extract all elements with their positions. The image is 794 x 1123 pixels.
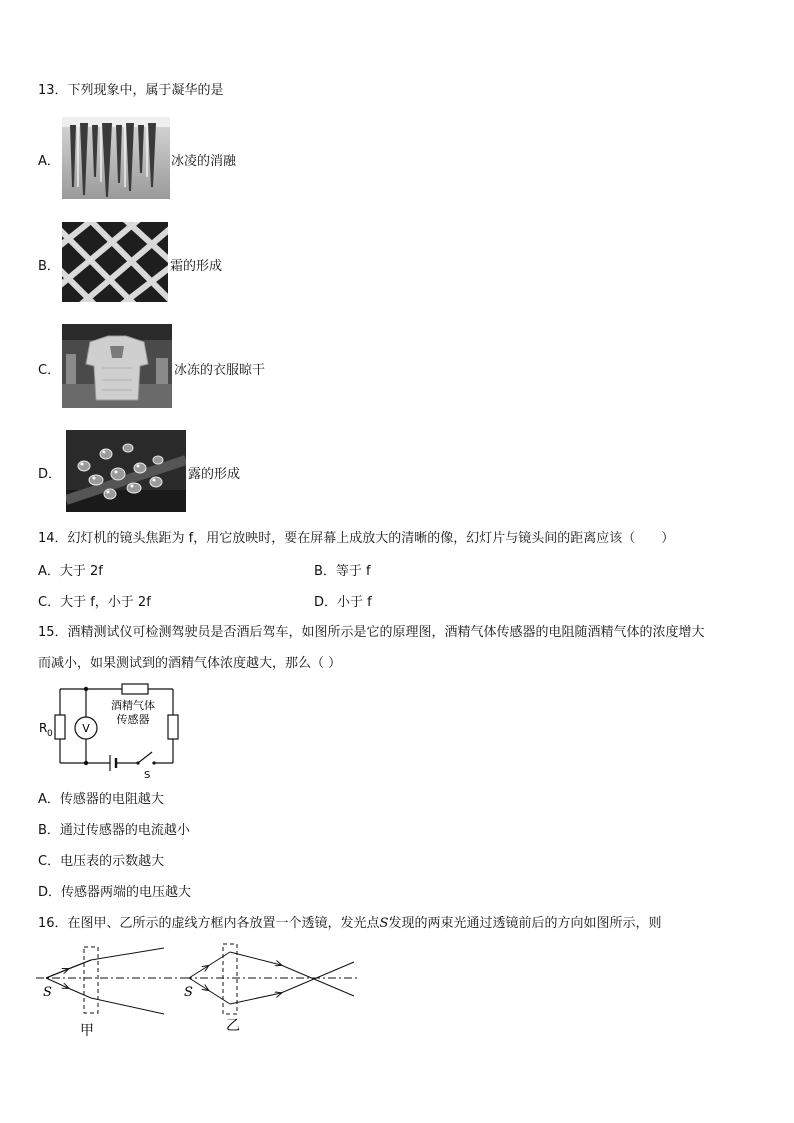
frozen-clothes-photo [62, 324, 172, 408]
option-label: A． [38, 154, 60, 169]
q14-option-d: D．小于 f [314, 595, 372, 610]
r0-subscript: 0 [47, 729, 53, 739]
q13-stem: 13．下列现象中，属于凝华的是 [38, 83, 224, 98]
q16-stem-source-symbol: S [379, 916, 389, 931]
sensor-resistor [122, 684, 148, 694]
q14-stem: 14．幻灯机的镜头焦距为 f，用它放映时，要在屏幕上成放大的清晰的像，幻灯片与镜头间的距离应该（ ） [38, 531, 675, 546]
q15-stem-line1: 15．酒精测试仪可检测驾驶员是否酒后驾车，如图所示是它的原理图，酒精气体传感器的电阻随酒精气体的浓度增大 [38, 625, 705, 640]
q15-option-d: D．传感器两端的电压越大 [38, 885, 192, 900]
q15-option-c: C．电压表的示数越大 [38, 854, 165, 869]
switch-label: S [144, 770, 151, 780]
q15-option-a: A．传感器的电阻越大 [38, 792, 164, 807]
r0-label: R [39, 721, 48, 735]
r0-resistor [55, 715, 65, 739]
figure-yi [184, 944, 358, 1014]
icicles-photo [62, 117, 170, 199]
option-caption: 露的形成 [188, 467, 241, 482]
q16-stem-suffix: 发现的两束光通过透镜前后的方向如图所示，则 [388, 916, 662, 931]
q15-option-b: B．通过传感器的电流越小 [38, 823, 190, 838]
dew-photo [66, 430, 186, 512]
option-label: D． [38, 467, 62, 482]
q14-option-b: B．等于 f [314, 564, 371, 579]
voltmeter-label: V [82, 722, 90, 735]
figure-jia-caption: 甲 [80, 1023, 94, 1039]
q15-stem-line2: 而减小，如果测试到的酒精气体浓度越大，那么（ ） [38, 656, 342, 671]
frost-photo [62, 222, 168, 302]
option-label: C． [38, 363, 61, 378]
q16-stem [38, 915, 661, 933]
figure-jia [36, 947, 186, 1014]
option-caption: 冰凌的消融 [171, 154, 237, 169]
lens-ray-diagrams [36, 938, 366, 1040]
figure-yi-caption: 乙 [226, 1018, 240, 1034]
q14-option-c: C．大于 f，小于 2f [38, 595, 151, 610]
q16-stem-prefix: 16．在图甲、乙所示的虚线方框内各放置一个透镜，发光点 [38, 916, 380, 931]
option-label: B． [38, 259, 60, 274]
alcohol-tester-circuit-diagram [36, 680, 186, 780]
option-caption: 冰冻的衣服晾干 [174, 363, 266, 378]
figure-yi-source-label: S [184, 985, 193, 1000]
figure-jia-source-label: S [43, 985, 52, 1000]
option-caption: 霜的形成 [170, 259, 223, 274]
sensor-label-line2: 传感器 [116, 713, 150, 726]
sensor-label-line1: 酒精气体 [111, 699, 155, 712]
q14-option-a: A．大于 2f [38, 564, 103, 579]
